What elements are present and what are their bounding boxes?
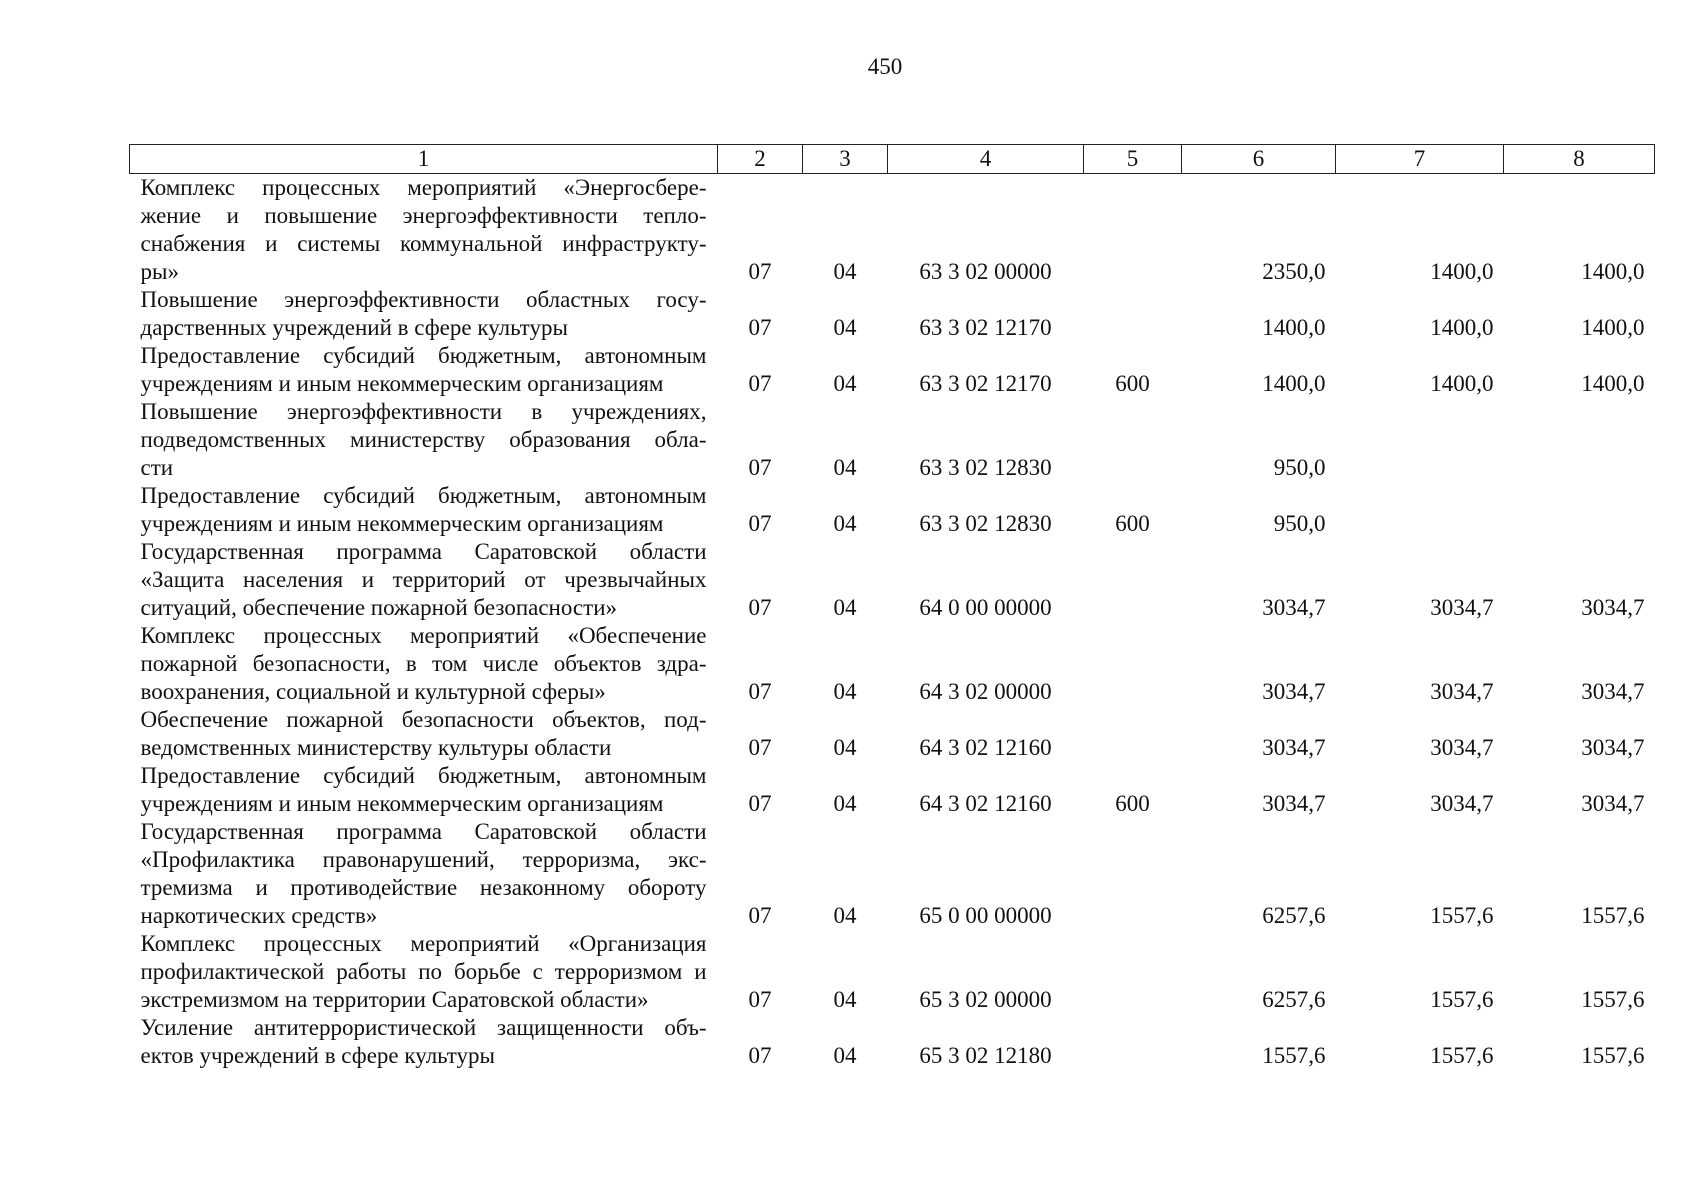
row-name-line: Государственная программа Саратовской области bbox=[140, 539, 707, 564]
table-body bbox=[130, 174, 1655, 1071]
row-expense-type bbox=[1084, 174, 1182, 287]
row-name-line: дарственных учреждений в сфере культуры bbox=[140, 315, 568, 340]
row-name-line: снабжения и системы коммунальной инфраструкту- bbox=[140, 231, 707, 256]
row-expense-type bbox=[1084, 706, 1182, 762]
table-row bbox=[130, 762, 1655, 818]
row-expense-type bbox=[1084, 286, 1182, 342]
table-header bbox=[130, 145, 1655, 174]
row-name-line: ры» bbox=[140, 259, 179, 284]
row-name-line: Предоставление субсидий бюджетным, автономным bbox=[140, 343, 707, 368]
row-name bbox=[130, 622, 718, 706]
table-row bbox=[130, 398, 1655, 482]
row-expense-type bbox=[1084, 1014, 1182, 1070]
row-subsection: 04 bbox=[833, 791, 857, 816]
row-amount-col7: 1557,6 bbox=[1430, 1043, 1494, 1068]
row-name bbox=[130, 398, 718, 482]
row-amount-col7: 1400,0 bbox=[1430, 259, 1494, 284]
budget-table bbox=[129, 144, 1655, 1070]
row-amount-col7: 3034,7 bbox=[1430, 791, 1494, 816]
row-expense-type bbox=[1084, 622, 1182, 706]
row-amount-col6: 2350,0 bbox=[1262, 259, 1326, 284]
row-section: 07 bbox=[748, 315, 772, 340]
row-name bbox=[130, 818, 718, 930]
row-name-line: наркотических средств» bbox=[140, 903, 378, 928]
row-expense-type bbox=[1084, 398, 1182, 482]
row-expense-type: 600 bbox=[1115, 371, 1150, 396]
row-name-line: Комплекс процессных мероприятий «Энергосбере- bbox=[140, 175, 707, 200]
row-name-line: Комплекс процессных мероприятий «Обеспечение bbox=[140, 623, 707, 648]
table-row bbox=[130, 818, 1655, 930]
row-subsection: 04 bbox=[833, 371, 857, 396]
row-name-line: Предоставление субсидий бюджетным, автономным bbox=[140, 483, 707, 508]
row-name-line: «Профилактика правонарушений, терроризма, экс- bbox=[140, 847, 707, 872]
table-row bbox=[130, 286, 1655, 342]
row-amount-col8 bbox=[1504, 482, 1655, 538]
row-section: 07 bbox=[748, 259, 772, 284]
row-target-code: 63 3 02 12830 bbox=[919, 511, 1052, 536]
row-name-line: Предоставление субсидий бюджетным, автономным bbox=[140, 763, 707, 788]
row-subsection: 04 bbox=[833, 1043, 857, 1068]
row-subsection: 04 bbox=[833, 595, 857, 620]
row-amount-col8 bbox=[1504, 398, 1655, 482]
row-amount-col6: 1400,0 bbox=[1262, 371, 1326, 396]
row-section: 07 bbox=[748, 903, 772, 928]
row-amount-col7: 1557,6 bbox=[1430, 903, 1494, 928]
header-col-4: 4 bbox=[888, 145, 1084, 174]
table-row bbox=[130, 482, 1655, 538]
row-amount-col8: 1400,0 bbox=[1581, 315, 1645, 340]
row-section: 07 bbox=[748, 1043, 772, 1068]
row-subsection: 04 bbox=[833, 679, 857, 704]
row-section: 07 bbox=[748, 371, 772, 396]
row-subsection: 04 bbox=[833, 903, 857, 928]
row-name bbox=[130, 930, 718, 1014]
row-amount-col6: 3034,7 bbox=[1262, 595, 1326, 620]
row-section: 07 bbox=[748, 595, 772, 620]
row-amount-col7: 3034,7 bbox=[1430, 595, 1494, 620]
row-amount-col6: 6257,6 bbox=[1262, 987, 1326, 1012]
header-col-7: 7 bbox=[1336, 145, 1504, 174]
row-section: 07 bbox=[748, 791, 772, 816]
row-subsection: 04 bbox=[833, 455, 857, 480]
row-name-line: экстремизмом на территории Саратовской области» bbox=[140, 987, 649, 1012]
row-name-line: учреждениям и иным некоммерческим организациям bbox=[140, 791, 664, 816]
row-name-line: пожарной безопасности, в том числе объектов здра- bbox=[140, 651, 707, 676]
row-name bbox=[130, 342, 718, 398]
row-name-line: Комплекс процессных мероприятий «Организация bbox=[140, 931, 707, 956]
row-target-code: 64 3 02 00000 bbox=[919, 679, 1052, 704]
row-target-code: 64 3 02 12160 bbox=[919, 735, 1052, 760]
row-name-line: учреждениям и иным некоммерческим организациям bbox=[140, 371, 664, 396]
row-amount-col7: 1400,0 bbox=[1430, 371, 1494, 396]
row-amount-col8: 1557,6 bbox=[1581, 987, 1645, 1012]
row-subsection: 04 bbox=[833, 259, 857, 284]
table-row bbox=[130, 342, 1655, 398]
row-name-line: подведомственных министерству образования обла- bbox=[140, 427, 707, 452]
row-amount-col8: 1400,0 bbox=[1581, 371, 1645, 396]
row-amount-col6: 6257,6 bbox=[1262, 903, 1326, 928]
row-expense-type bbox=[1084, 930, 1182, 1014]
row-amount-col7 bbox=[1336, 398, 1504, 482]
row-name bbox=[130, 538, 718, 622]
row-amount-col7 bbox=[1336, 482, 1504, 538]
row-name bbox=[130, 286, 718, 342]
row-amount-col8: 1400,0 bbox=[1581, 259, 1645, 284]
row-amount-col6: 950,0 bbox=[1273, 455, 1326, 480]
row-name-line: Обеспечение пожарной безопасности объектов, под- bbox=[140, 707, 707, 732]
row-amount-col8: 3034,7 bbox=[1581, 595, 1645, 620]
header-col-5: 5 bbox=[1084, 145, 1182, 174]
row-subsection: 04 bbox=[833, 987, 857, 1012]
row-amount-col7: 1557,6 bbox=[1430, 987, 1494, 1012]
table-row bbox=[130, 706, 1655, 762]
row-section: 07 bbox=[748, 679, 772, 704]
row-name-line: сти bbox=[140, 455, 174, 480]
row-name bbox=[130, 1014, 718, 1070]
row-target-code: 63 3 02 12170 bbox=[919, 371, 1052, 396]
row-name bbox=[130, 482, 718, 538]
row-amount-col6: 3034,7 bbox=[1262, 679, 1326, 704]
row-target-code: 64 0 00 00000 bbox=[919, 595, 1052, 620]
row-subsection: 04 bbox=[833, 735, 857, 760]
row-name bbox=[130, 706, 718, 762]
row-subsection: 04 bbox=[833, 511, 857, 536]
row-target-code: 64 3 02 12160 bbox=[919, 791, 1052, 816]
row-amount-col8: 1557,6 bbox=[1581, 1043, 1645, 1068]
row-name-line: Повышение энергоэффективности областных госу- bbox=[140, 287, 707, 312]
row-name-line: воохранения, социальной и культурной сферы» bbox=[140, 679, 606, 704]
row-section: 07 bbox=[748, 455, 772, 480]
row-expense-type: 600 bbox=[1115, 511, 1150, 536]
row-section: 07 bbox=[748, 987, 772, 1012]
table-row bbox=[130, 1014, 1655, 1070]
table-row bbox=[130, 622, 1655, 706]
header-col-8: 8 bbox=[1504, 145, 1655, 174]
row-expense-type bbox=[1084, 818, 1182, 930]
row-target-code: 65 3 02 12180 bbox=[919, 1043, 1052, 1068]
row-section: 07 bbox=[748, 511, 772, 536]
row-expense-type: 600 bbox=[1115, 791, 1150, 816]
row-name-line: Повышение энергоэффективности в учреждениях, bbox=[140, 399, 707, 424]
row-target-code: 65 0 00 00000 bbox=[919, 903, 1052, 928]
row-amount-col6: 1557,6 bbox=[1262, 1043, 1326, 1068]
header-col-3: 3 bbox=[803, 145, 888, 174]
row-subsection: 04 bbox=[833, 315, 857, 340]
row-amount-col7: 3034,7 bbox=[1430, 679, 1494, 704]
header-col-6: 6 bbox=[1182, 145, 1336, 174]
row-amount-col6: 3034,7 bbox=[1262, 735, 1326, 760]
row-name-line: Государственная программа Саратовской области bbox=[140, 819, 707, 844]
row-target-code: 63 3 02 12830 bbox=[919, 455, 1052, 480]
row-amount-col7: 3034,7 bbox=[1430, 735, 1494, 760]
table-row bbox=[130, 538, 1655, 622]
row-amount-col6: 950,0 bbox=[1273, 511, 1326, 536]
row-amount-col8: 3034,7 bbox=[1581, 679, 1645, 704]
row-amount-col8: 3034,7 bbox=[1581, 791, 1645, 816]
row-name-line: жение и повышение энергоэффективности тепло- bbox=[140, 203, 707, 228]
row-amount-col8: 3034,7 bbox=[1581, 735, 1645, 760]
row-amount-col7: 1400,0 bbox=[1430, 315, 1494, 340]
row-name-line: «Защита населения и территорий от чрезвычайных bbox=[140, 567, 707, 592]
row-name-line: тремизма и противодействие незаконному обороту bbox=[140, 875, 707, 900]
row-name-line: учреждениям и иным некоммерческим организациям bbox=[140, 511, 664, 536]
table-row bbox=[130, 174, 1655, 287]
row-name-line: ситуаций, обеспечение пожарной безопасности» bbox=[140, 595, 617, 620]
row-name-line: Усиление антитеррористической защищенности объ- bbox=[140, 1015, 707, 1040]
row-expense-type bbox=[1084, 538, 1182, 622]
table-row bbox=[130, 930, 1655, 1014]
row-target-code: 63 3 02 00000 bbox=[919, 259, 1052, 284]
row-name-line: ектов учреждений в сфере культуры bbox=[140, 1043, 495, 1068]
row-section: 07 bbox=[748, 735, 772, 760]
header-col-1: 1 bbox=[130, 145, 718, 174]
row-amount-col6: 3034,7 bbox=[1262, 791, 1326, 816]
header-row bbox=[130, 145, 1655, 174]
header-col-2: 2 bbox=[718, 145, 803, 174]
row-amount-col6: 1400,0 bbox=[1262, 315, 1326, 340]
row-name-line: профилактической работы по борьбе с терроризмом и bbox=[140, 959, 707, 984]
row-target-code: 65 3 02 00000 bbox=[919, 987, 1052, 1012]
row-name bbox=[130, 174, 718, 287]
page-number: 450 bbox=[867, 54, 903, 79]
row-name bbox=[130, 762, 718, 818]
row-name-line: ведомственных министерству культуры области bbox=[140, 735, 612, 760]
row-amount-col8: 1557,6 bbox=[1581, 903, 1645, 928]
row-target-code: 63 3 02 12170 bbox=[919, 315, 1052, 340]
